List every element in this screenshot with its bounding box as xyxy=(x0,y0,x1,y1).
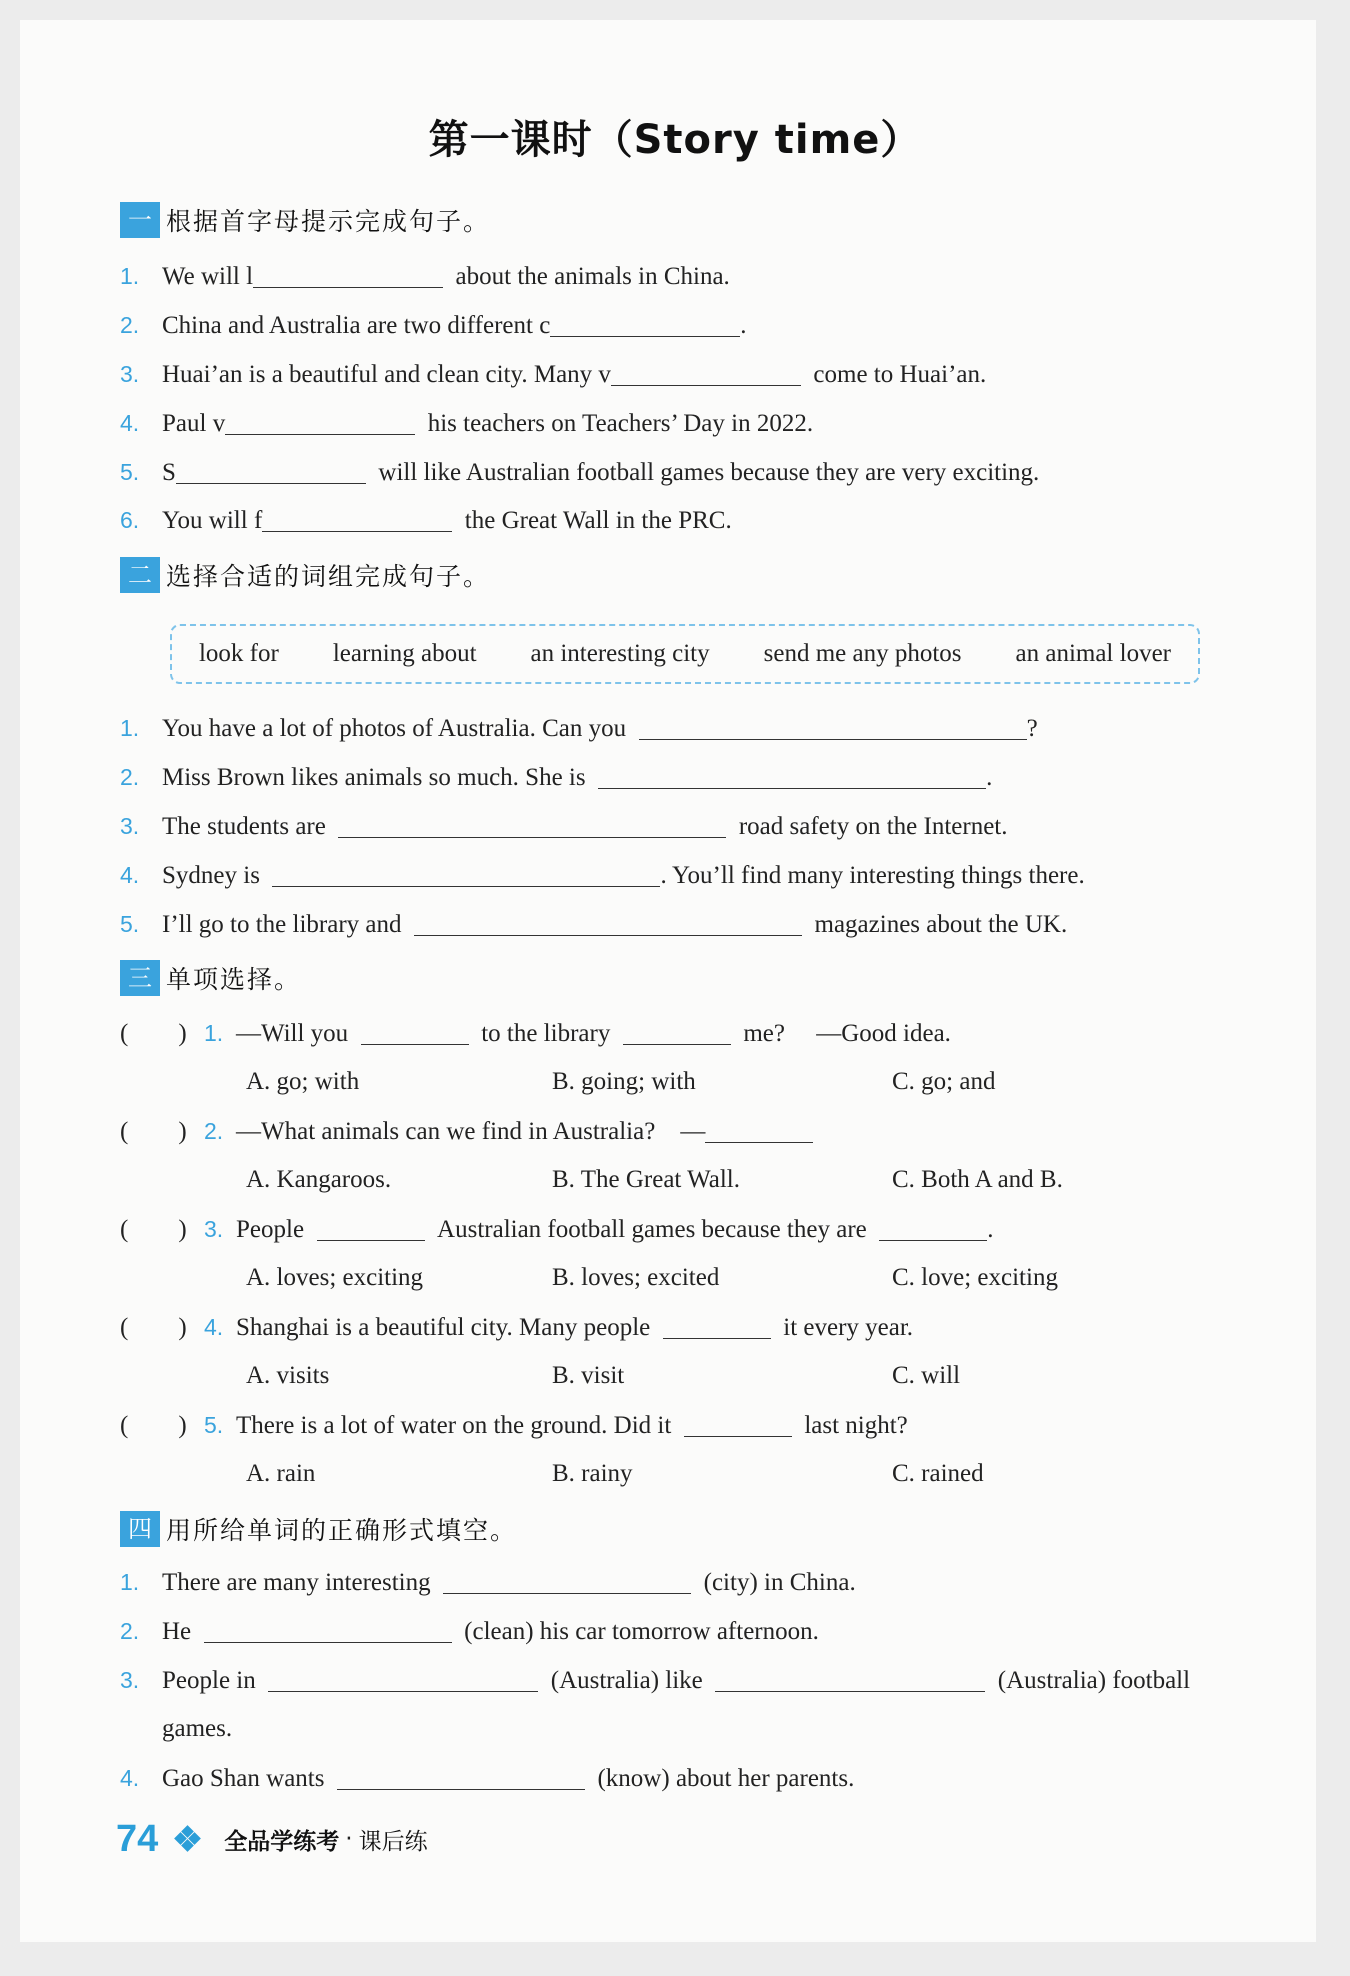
s4-item-4: 4. Gao Shan wants (know) about her parents. xyxy=(120,1758,854,1798)
s1-item-6: 6. You will f the Great Wall in the PRC. xyxy=(120,500,732,540)
answer-blank[interactable] xyxy=(262,503,452,532)
s1-item-1: 1. We will l about the animals in China. xyxy=(120,256,730,296)
option-b: B. going; with xyxy=(552,1068,696,1095)
section-4-header xyxy=(120,1509,517,1549)
separator-dot: · xyxy=(345,1826,353,1852)
section-badge: 一 xyxy=(120,202,160,238)
answer-blank[interactable] xyxy=(361,1016,469,1045)
page-title: 第一课时（Story time） xyxy=(428,117,922,163)
section-2-header xyxy=(120,555,490,595)
s1-item-2: 2. China and Australia are two different c . xyxy=(120,305,747,345)
option-c: C. love; exciting xyxy=(892,1264,1058,1291)
answer-blank[interactable] xyxy=(176,455,366,484)
option-a: A. loves; exciting xyxy=(246,1264,424,1291)
mc-question-1: ( ) 1. —Will you to the library me? —Good idea. xyxy=(120,1013,951,1053)
answer-bracket[interactable]: ( ) xyxy=(120,1412,187,1439)
section-badge: 四 xyxy=(120,1511,160,1547)
s2-item-5: 5. I’ll go to the library and magazines about the UK. xyxy=(120,904,1067,944)
answer-blank[interactable] xyxy=(204,1614,452,1643)
section-badge: 三 xyxy=(120,960,160,996)
answer-blank[interactable] xyxy=(611,357,801,386)
word-bank-item: learning about xyxy=(332,640,477,667)
mc-question-3: ( ) 3. People Australian football games because they are . xyxy=(120,1209,993,1249)
option-c: C. rained xyxy=(892,1460,984,1487)
s4-item-3-continued: games. xyxy=(162,1715,233,1742)
option-a: A. visits xyxy=(246,1362,330,1389)
mc-question-5: ( ) 5. There is a lot of water on the ground. Did it last night? xyxy=(120,1405,908,1445)
answer-blank[interactable] xyxy=(253,259,443,288)
answer-blank[interactable] xyxy=(879,1212,987,1241)
s4-item-3: 3. People in (Australia) like (Australia) football xyxy=(120,1660,1190,1700)
s2-item-2: 2. Miss Brown likes animals so much. She is . xyxy=(120,757,992,797)
section-title: 用所给单词的正确形式填空。 xyxy=(166,1516,518,1545)
section-title: 选择合适的词组完成句子。 xyxy=(166,562,491,591)
word-bank-item: look for xyxy=(198,640,279,667)
page-number: 74 xyxy=(116,1817,159,1860)
mc-question-2: ( ) 2. —What animals can we find in Australia? — xyxy=(120,1111,813,1151)
option-b: B. visit xyxy=(552,1362,625,1389)
option-b: B. loves; excited xyxy=(552,1264,720,1291)
word-bank-item: an animal lover xyxy=(1015,640,1171,667)
s1-item-4: 4. Paul v his teachers on Teachers’ Day in 2022. xyxy=(120,403,813,443)
option-c: C. go; and xyxy=(892,1068,996,1095)
answer-blank[interactable] xyxy=(623,1016,731,1045)
section-title: 根据首字母提示完成句子。 xyxy=(166,207,491,236)
answer-bracket[interactable]: ( ) xyxy=(120,1314,187,1341)
answer-bracket[interactable]: ( ) xyxy=(120,1216,187,1243)
book-subtitle: 课后练 xyxy=(358,1828,428,1855)
answer-blank[interactable] xyxy=(414,907,802,936)
answer-bracket[interactable]: ( ) xyxy=(120,1118,187,1145)
book-title: 全品学练考 xyxy=(224,1828,340,1855)
answer-blank[interactable] xyxy=(715,1663,985,1692)
page-footer xyxy=(116,1814,428,1864)
answer-blank[interactable] xyxy=(598,760,986,789)
answer-blank[interactable] xyxy=(225,406,415,435)
answer-blank[interactable] xyxy=(663,1310,771,1339)
s4-item-2: 2. He (clean) his car tomorrow afternoon. xyxy=(120,1611,819,1651)
section-title: 单项选择。 xyxy=(166,965,302,994)
word-bank-item: an interesting city xyxy=(530,640,710,667)
option-a: A. rain xyxy=(246,1460,316,1487)
answer-blank[interactable] xyxy=(272,858,660,887)
answer-blank[interactable] xyxy=(337,1761,585,1790)
s2-item-3: 3. The students are road safety on the Internet. xyxy=(120,806,1007,846)
s1-item-3: 3. Huai’an is a beautiful and clean city. Many v come to Huai’an. xyxy=(120,354,986,394)
s2-item-1: 1. You have a lot of photos of Australia. Can you ? xyxy=(120,708,1038,748)
answer-blank[interactable] xyxy=(317,1212,425,1241)
option-c: C. Both A and B. xyxy=(892,1166,1063,1193)
option-a: A. Kangaroos. xyxy=(246,1166,392,1193)
answer-blank[interactable] xyxy=(705,1114,813,1143)
diamond-icon xyxy=(176,1827,200,1851)
answer-blank[interactable] xyxy=(443,1565,691,1594)
section-1-header xyxy=(120,200,490,240)
answer-blank[interactable] xyxy=(684,1408,792,1437)
option-c: C. will xyxy=(892,1362,961,1389)
word-bank-box xyxy=(170,624,1200,684)
word-bank-item: send me any photos xyxy=(763,640,962,667)
answer-blank[interactable] xyxy=(338,809,726,838)
mc-question-4: ( ) 4. Shanghai is a beautiful city. Many people it every year. xyxy=(120,1307,913,1347)
option-a: A. go; with xyxy=(246,1068,360,1095)
answer-blank[interactable] xyxy=(639,711,1027,740)
s4-item-1: 1. There are many interesting (city) in China. xyxy=(120,1562,856,1602)
section-badge: 二 xyxy=(120,557,160,593)
section-3-header xyxy=(120,958,301,998)
option-b: B. The Great Wall. xyxy=(552,1166,740,1193)
answer-blank[interactable] xyxy=(268,1663,538,1692)
s1-item-5: 5. S will like Australian football games because they are very exciting. xyxy=(120,452,1039,492)
answer-blank[interactable] xyxy=(550,308,740,337)
answer-bracket[interactable]: ( ) xyxy=(120,1020,187,1047)
option-b: B. rainy xyxy=(552,1460,633,1487)
s2-item-4: 4. Sydney is . You’ll find many interesting things there. xyxy=(120,855,1085,895)
